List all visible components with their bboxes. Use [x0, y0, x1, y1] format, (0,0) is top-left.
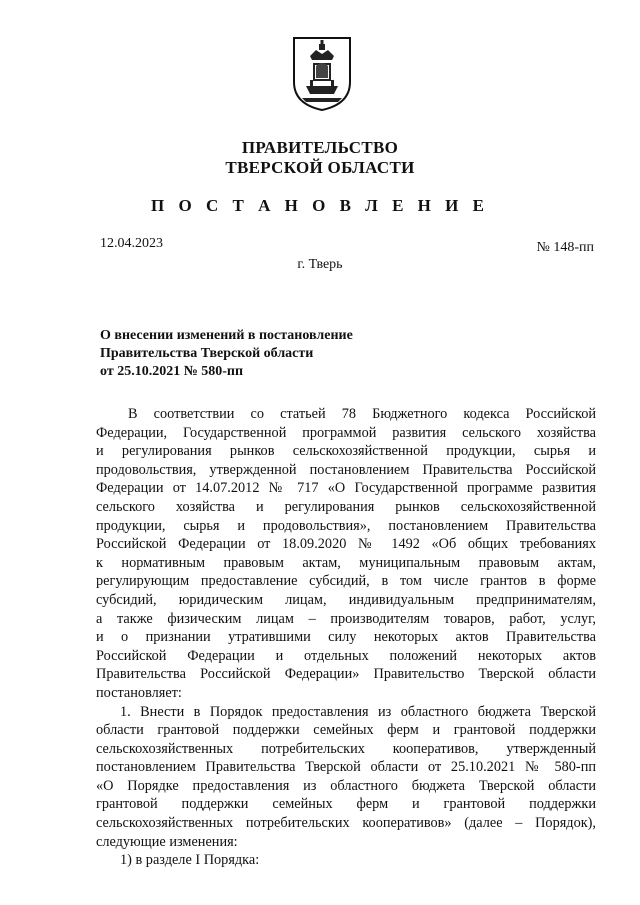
body-line: Федерации от 14.07.2012 № 717 «О Государственной программе развития: [96, 480, 596, 497]
subject-line: от 25.10.2021 № 580-пп: [100, 364, 244, 379]
body-line: а также физическим лицам – производителям товаров, работ, услуг,: [96, 610, 596, 627]
body-line: следующие изменения:: [96, 833, 238, 850]
document-number: № 148-пп: [536, 240, 594, 255]
body-line: продукции, сырья и продовольствия», постановлением Правительства: [96, 517, 596, 534]
body-line: и о признании утратившими силу некоторых актов Правительства: [96, 629, 596, 646]
subject-line: О внесении изменений в постановление: [100, 328, 353, 343]
body-line: сельскохозяйственных потребительских кооперативов» (далее – Порядок),: [96, 815, 596, 832]
body-line: постановлением Правительства Тверской области от 25.10.2021 № 580-пп: [96, 759, 596, 776]
subject-line: Правительства Тверской области: [100, 346, 314, 361]
body-line: и регулирования рынков сельскохозяйственной продукции, сырья и: [96, 443, 596, 460]
body-line: регулирующим предоставление субсидий, в том числе грантов в форме: [96, 573, 596, 590]
body-line: 1) в разделе I Порядка:: [120, 852, 260, 869]
body-line: постановляет:: [96, 684, 182, 701]
body-line: области грантовой поддержки семейных ферм и грантовой поддержки: [96, 722, 596, 739]
document-subject: [100, 327, 400, 381]
body-line: сельскохозяйственных потребительских кооперативов, утвержденный: [96, 740, 596, 757]
body-line: «О Порядке предоставления из областного бюджета Тверской области: [96, 777, 596, 794]
body-line: грантовой поддержки семейных ферм и грантовой поддержки: [96, 796, 596, 813]
document-body: [96, 405, 596, 870]
document-type-title: П О С Т А Н О В Л Е Н И Е: [151, 196, 489, 215]
body-line: Правительства Российской Федерации» Правительство Тверской области: [96, 666, 596, 683]
body-line: Российской Федерации и отдельных положений некоторых актов: [96, 647, 596, 664]
body-line: 1. Внести в Порядок предоставления из областного бюджета Тверской: [120, 703, 596, 720]
document-date: 12.04.2023: [100, 236, 163, 251]
organization-name-line1: ПРАВИТЕЛЬСТВО: [241, 138, 399, 157]
coat-of-arms-emblem: [292, 36, 352, 112]
body-line: продовольствия, утвержденной постановлением Правительства Российской: [96, 461, 596, 478]
body-line: к нормативным правовым актам, муниципальным правовым актам,: [96, 554, 596, 571]
body-line: Российской Федерации от 18.09.2020 № 1492 «Об общих требованиях: [96, 536, 596, 553]
document-city: г. Тверь: [297, 257, 343, 272]
body-line: сельского хозяйства и регулирования рынков сельскохозяйственной: [96, 498, 596, 515]
organization-name-line2: ТВЕРСКОЙ ОБЛАСТИ: [225, 158, 415, 177]
body-line: В соответствии со статьей 78 Бюджетного кодекса Российской: [128, 406, 596, 422]
body-line: субсидий, юридическим лицам, индивидуальным предпринимателям,: [96, 591, 596, 608]
body-line: Федерации, Государственной программой развития сельского хозяйства: [96, 424, 596, 441]
